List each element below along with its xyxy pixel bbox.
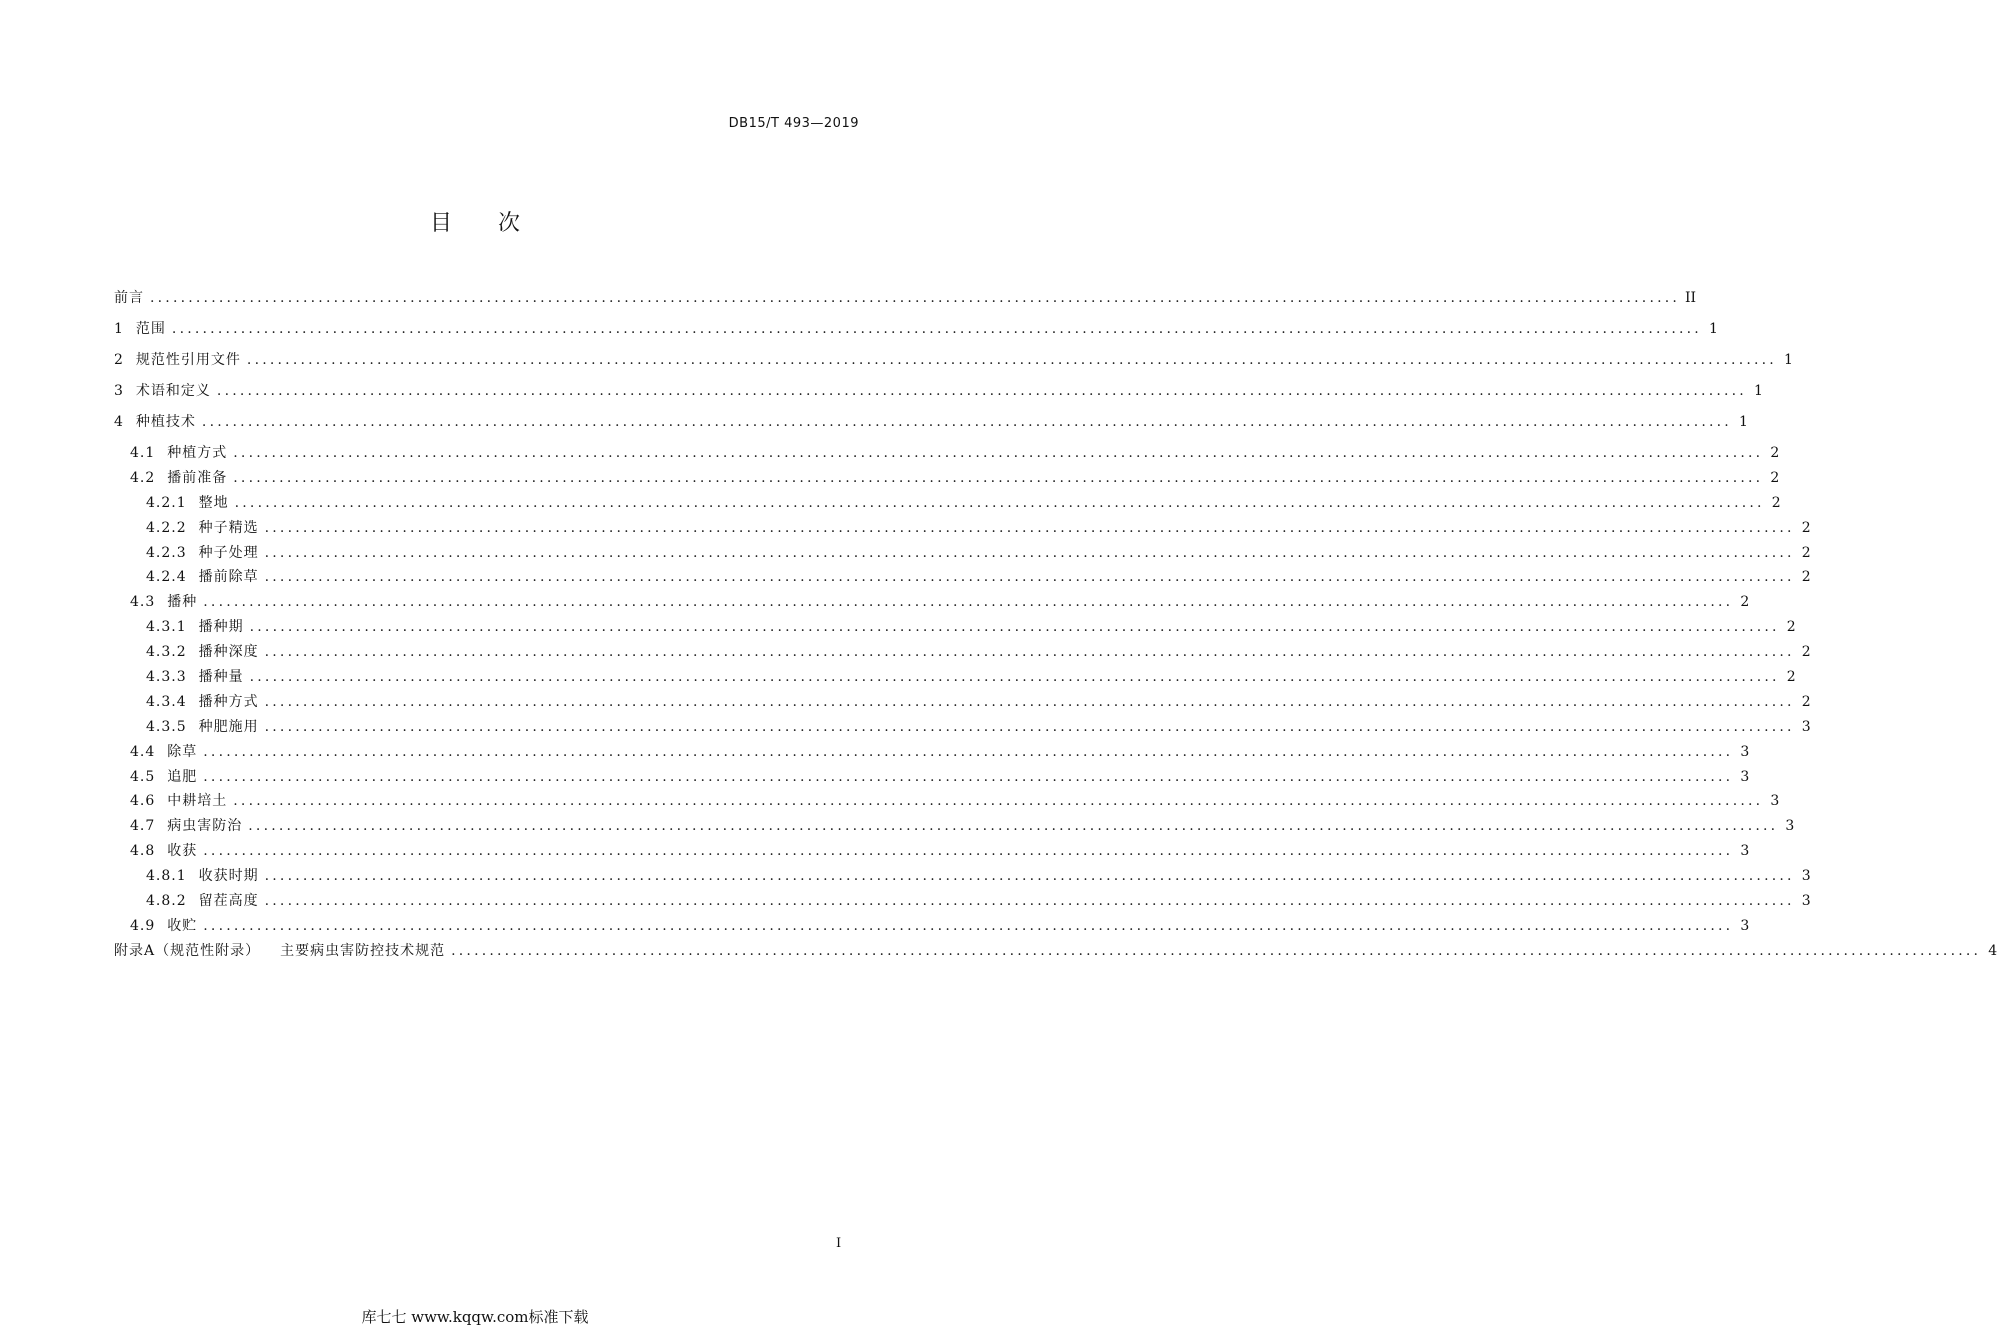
toc-entry[interactable] [114, 466, 1780, 491]
toc-entry-lead [114, 541, 259, 565]
toc-dot-leader: ........................................................................................................................................................................................................ [264, 693, 1795, 710]
toc-entry-lead [114, 615, 244, 639]
toc-entry-number: 4.5 [130, 768, 156, 785]
toc-entry-lead [114, 286, 144, 310]
toc-entry-page: 2 [1786, 619, 1796, 636]
toc-entry-number: 4.3 [130, 594, 156, 611]
toc-entry[interactable] [114, 889, 1811, 914]
toc-entry-lead [114, 565, 259, 589]
toc-entry-label: 病虫害防治 [167, 818, 243, 835]
toc-dot-leader: ........................................................................................................................................................................................................ [203, 594, 1734, 611]
toc-entry-label: 播前准备 [167, 469, 228, 486]
toc-dot-leader: ........................................................................................................................................................................................................ [451, 942, 1982, 959]
toc-entry-number: 4.3.4 [146, 693, 187, 710]
toc-entry-lead [114, 665, 244, 689]
toc-dot-leader: ........................................................................................................................................................................................................ [264, 644, 1795, 661]
toc-entry-page: 4 [1988, 942, 1997, 959]
toc-entry-number: 4.4 [130, 743, 156, 760]
toc-dot-leader: ........................................................................................................................................................................................................ [264, 868, 1795, 885]
title-char-1: 目 [429, 211, 452, 236]
toc-entry-page: 3 [1801, 868, 1811, 885]
toc-entry-number: 4.3.2 [146, 644, 187, 661]
toc-entry-label: 种植方式 [167, 445, 228, 461]
toc-entry-page: 3 [1740, 843, 1750, 860]
toc-entry-number: 4.3.3 [146, 669, 187, 686]
toc-entry[interactable] [114, 565, 1811, 590]
toc-entry-label: 术语和定义 [135, 383, 211, 399]
toc-entry-page: 3 [1785, 818, 1795, 835]
toc-entry-lead [114, 789, 227, 813]
toc-entry-number: 4.8.2 [146, 893, 187, 910]
toc-entry-number: 3 [114, 383, 124, 399]
toc-entry-lead [114, 640, 259, 664]
toc-dot-leader: ........................................................................................................................................................................................................ [233, 445, 1764, 461]
toc-entry[interactable] [114, 317, 1718, 348]
toc-dot-leader: ........................................................................................................................................................................................................ [203, 843, 1734, 860]
toc-appendix-entry[interactable] [114, 939, 1997, 970]
toc-dot-leader: ........................................................................................................................................................................................................ [249, 619, 1780, 636]
toc-entry-number: 4.3.1 [146, 619, 187, 636]
toc-dot-leader: ........................................................................................................................................................................................................ [233, 469, 1764, 486]
toc-entry-lead [114, 410, 196, 434]
toc-dot-leader: ........................................................................................................................................................................................................ [246, 352, 1777, 368]
toc-entry-number: 4 [114, 414, 124, 430]
toc-entry-number: 4.2.3 [146, 544, 187, 561]
toc-entry-lead [114, 939, 445, 963]
toc-entry[interactable] [114, 839, 1750, 864]
toc-entry[interactable] [114, 864, 1811, 889]
toc-dot-leader: ........................................................................................................................................................................................................ [248, 818, 1779, 835]
toc-entry-label: 收贮 [167, 917, 198, 934]
toc-entry-number: 4.8.1 [146, 868, 187, 885]
toc-entry-page: 3 [1740, 917, 1750, 934]
toc-entry-lead [114, 590, 197, 614]
toc-dot-leader: ........................................................................................................................................................................................................ [264, 893, 1795, 910]
toc-entry-lead [114, 317, 166, 341]
toc-entry[interactable] [114, 410, 1748, 441]
toc-entry-label: 追肥 [167, 768, 198, 785]
toc-entry[interactable] [114, 665, 1796, 690]
toc-dot-leader: ........................................................................................................................................................................................................ [150, 290, 1681, 306]
toc-entry-page: 1 [1709, 321, 1718, 337]
toc-entry-number: 附录A（规范性附录） [114, 942, 261, 959]
toc-dot-leader: ........................................................................................................................................................................................................ [171, 321, 1702, 337]
toc-entry[interactable] [114, 541, 1811, 566]
toc-entry[interactable] [114, 615, 1796, 640]
toc-entry-label: 范围 [135, 321, 166, 337]
toc-dot-leader: ........................................................................................................................................................................................................ [249, 669, 1780, 686]
toc-entry[interactable] [114, 765, 1750, 790]
toc-entry-lead [114, 690, 259, 714]
toc-entry[interactable] [114, 441, 1780, 466]
toc-entry-number: 4.2.2 [146, 519, 187, 536]
toc-entry-label: 种肥施用 [198, 718, 259, 735]
toc-entry-lead [114, 441, 227, 465]
toc-entry-number: 4.1 [130, 445, 156, 461]
toc-entry-page: 3 [1801, 893, 1811, 910]
toc-entry-label: 主要病虫害防控技术规范 [280, 942, 446, 959]
toc-entry-number: 4.8 [130, 843, 156, 860]
title-char-2: 次 [498, 211, 521, 236]
toc-dot-leader: ........................................................................................................................................................................................................ [264, 718, 1795, 735]
toc-entry-number: 4.6 [130, 793, 156, 810]
table-of-contents [114, 286, 1997, 970]
toc-entry-page: 3 [1740, 768, 1750, 785]
toc-entry-page: 1 [1784, 352, 1793, 368]
toc-entry-label: 种子处理 [198, 544, 259, 561]
toc-entry-label: 除草 [167, 743, 198, 760]
toc-entry[interactable] [114, 286, 1697, 317]
toc-entry-label: 种植技术 [135, 414, 196, 430]
toc-entry-lead [114, 914, 197, 938]
toc-entry-lead [114, 379, 211, 403]
toc-entry[interactable] [114, 740, 1750, 765]
toc-dot-leader: ........................................................................................................................................................................................................ [203, 917, 1734, 934]
toc-dot-leader: ........................................................................................................................................................................................................ [264, 569, 1795, 586]
toc-entry-lead [114, 765, 197, 789]
toc-entry-label: 播种 [167, 594, 198, 611]
toc-entry[interactable] [114, 590, 1750, 615]
toc-entry-lead [114, 839, 197, 863]
toc-entry-lead [114, 864, 259, 888]
toc-entry-page: 2 [1801, 544, 1811, 561]
toc-entry-label: 播种深度 [198, 644, 259, 661]
toc-entry-lead [114, 516, 259, 540]
toc-entry[interactable] [114, 914, 1750, 939]
toc-entry-page: 2 [1786, 669, 1796, 686]
toc-entry-number: 4.2 [130, 469, 156, 486]
toc-entry-lead [114, 889, 259, 913]
toc-dot-leader: ........................................................................................................................................................................................................ [234, 494, 1765, 511]
toc-entry-lead [114, 740, 197, 764]
toc-entry[interactable] [114, 491, 1781, 516]
toc-entry-page: 2 [1801, 569, 1811, 586]
toc-entry-page: 2 [1770, 469, 1780, 486]
toc-entry-page: 2 [1801, 519, 1811, 536]
toc-entry-number: 2 [114, 352, 124, 368]
toc-entry-number: 4.7 [130, 818, 156, 835]
toc-entry-page: 2 [1770, 445, 1780, 461]
toc-entry-label: 收获 [167, 843, 198, 860]
toc-dot-leader: ........................................................................................................................................................................................................ [201, 414, 1732, 430]
toc-entry-label: 中耕培土 [167, 793, 228, 810]
toc-dot-leader: ........................................................................................................................................................................................................ [264, 544, 1795, 561]
toc-entry-number: 1 [114, 321, 124, 337]
toc-entry-page: 3 [1770, 793, 1780, 810]
toc-entry-page: 2 [1801, 644, 1811, 661]
toc-dot-leader: ........................................................................................................................................................................................................ [264, 519, 1795, 536]
toc-entry[interactable] [114, 516, 1811, 541]
toc-entry-page: 3 [1740, 743, 1750, 760]
toc-entry-label: 规范性引用文件 [135, 352, 241, 368]
page-number: I [836, 1236, 842, 1251]
toc-entry-label: 整地 [198, 494, 229, 511]
toc-entry-number: 4.3.5 [146, 718, 187, 735]
toc-entry-number: 4.2.4 [146, 569, 187, 586]
toc-entry-page: 1 [1739, 414, 1748, 430]
toc-entry-page: 2 [1771, 494, 1781, 511]
toc-entry[interactable] [114, 715, 1811, 740]
toc-entry-page: 1 [1754, 383, 1763, 399]
toc-entry[interactable] [114, 640, 1811, 665]
toc-entry-number: 4.2.1 [146, 494, 187, 511]
toc-entry[interactable] [114, 348, 1793, 379]
toc-entry-label: 播种期 [198, 619, 244, 636]
toc-entry[interactable] [114, 379, 1763, 410]
watermark-text: 库七七 www.kqqw.com标准下载 [361, 1308, 589, 1326]
toc-entry[interactable] [114, 814, 1795, 839]
toc-dot-leader: ........................................................................................................................................................................................................ [233, 793, 1764, 810]
toc-entry-label: 播种方式 [198, 693, 259, 710]
toc-entry-number: 4.9 [130, 917, 156, 934]
toc-dot-leader: ........................................................................................................................................................................................................ [203, 768, 1734, 785]
toc-entry-page: 2 [1740, 594, 1750, 611]
toc-entry-label: 播种量 [198, 669, 244, 686]
page-title [0, 206, 950, 237]
toc-entry[interactable] [114, 690, 1811, 715]
toc-entry-lead [114, 814, 242, 838]
toc-entry-lead [114, 715, 259, 739]
toc-dot-leader: ........................................................................................................................................................................................................ [216, 383, 1747, 399]
toc-entry-lead [114, 466, 227, 490]
toc-entry-label: 留茬高度 [198, 893, 259, 910]
toc-entry-label: 前言 [114, 290, 144, 306]
toc-dot-leader: ........................................................................................................................................................................................................ [203, 743, 1734, 760]
toc-entry-page: II [1684, 290, 1697, 306]
toc-entry-lead [114, 348, 241, 372]
toc-entry-label: 收获时期 [198, 868, 259, 885]
toc-entry-label: 种子精选 [198, 519, 259, 536]
toc-entry-lead [114, 491, 229, 515]
document-code: DB15/T 493—2019 [728, 116, 859, 131]
toc-entry-page: 2 [1801, 693, 1811, 710]
toc-entry[interactable] [114, 789, 1780, 814]
toc-entry-page: 3 [1801, 718, 1811, 735]
toc-entry-label: 播前除草 [198, 569, 259, 586]
